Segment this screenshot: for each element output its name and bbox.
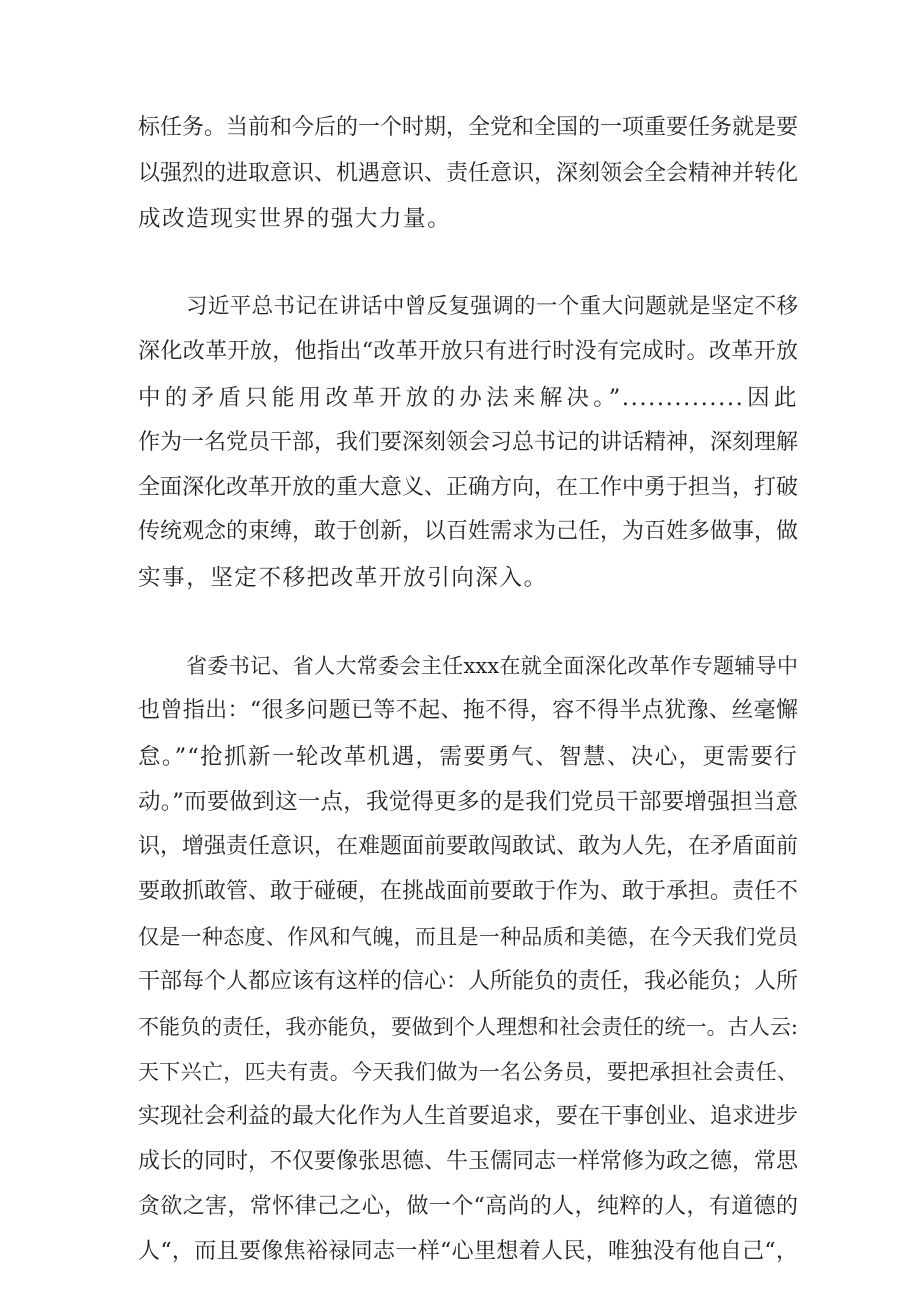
text-line: 动。”而要做到这一点，我觉得更多的是我们党员干部要增强担当意 [138, 789, 798, 815]
text-line: 成长的同时，不仅要像张思德、牛玉儒同志一样常修为政之德，常思 [138, 1149, 798, 1174]
text-line: 作为一名党员干部，我们要深刻领会习总书记的讲话精神，深刻理解 [138, 430, 798, 455]
text-line: 干部每个人都应该有这样的信心：人所能负的责任，我必能负；人所 [138, 969, 798, 994]
text-line: 贪欲之害，常怀律己之心，做一个“高尚的人，纯粹的人，有道德的 [138, 1194, 798, 1219]
text-line: 传统观念的束缚，敢于创新，以百姓需求为己任，为百姓多做事，做 [138, 519, 798, 544]
text-line: 习近平总书记在讲话中曾反复强调的一个重大问题就是坚定不移 [186, 294, 798, 319]
text-line: 也曾指出：“很多问题已等不起、拖不得，容不得半点犹豫、丝毫懈 [138, 698, 798, 723]
text-line: 识，增强责任意识，在难题面前要敢闯敢试、敢为人先，在矛盾面前 [138, 834, 798, 859]
text-line: 标任务。当前和今后的一个时期，全党和全国的一项重要任务就是要 [138, 115, 798, 140]
text-line: 怠。”“抢抓新一轮改革机遇，需要勇气、智慧、决心，更需要行 [138, 744, 798, 770]
text-line: 不能负的责任，我亦能负，要做到个人理想和社会责任的统一。古人云: [138, 1015, 798, 1039]
text-line: 全面深化改革开放的重大意义、正确方向，在工作中勇于担当，打破 [138, 475, 798, 500]
text-line: 天下兴亡，匹夫有责。今天我们做为一名公务员，要把承担社会责任、 [138, 1060, 798, 1084]
text-line: 人“，而且要像焦裕禄同志一样“心里想着人民，唯独没有他自己“， [138, 1239, 798, 1264]
text-line: 省委书记、省人大常委会主任xxx在就全面深化改革作专题辅导中 [186, 654, 798, 678]
text-line: 以强烈的进取意识、机遇意识、责任意识，深刻领会全会精神并转化 [138, 161, 798, 186]
text-line: 深化改革开放，他指出“改革开放只有进行时没有完成时。改革开放 [138, 339, 798, 364]
text-line: 中的矛盾只能用改革开放的办法来解决。”..............因此 [138, 385, 798, 411]
text-line: 要敢抓敢管、敢于碰硬，在挑战面前要敢于作为、敢于承担。责任不 [138, 879, 798, 904]
text-line: 成改造现实世界的强大力量。 [138, 206, 452, 232]
text-line: 仅是一种态度、作风和气魄，而且是一种品质和美德，在今天我们党员 [138, 925, 798, 949]
text-line: 实事，坚定不移把改革开放引向深入。 [138, 565, 548, 591]
text-line: 实现社会利益的最大化作为人生首要追求，要在干事创业、追求进步 [138, 1104, 798, 1129]
